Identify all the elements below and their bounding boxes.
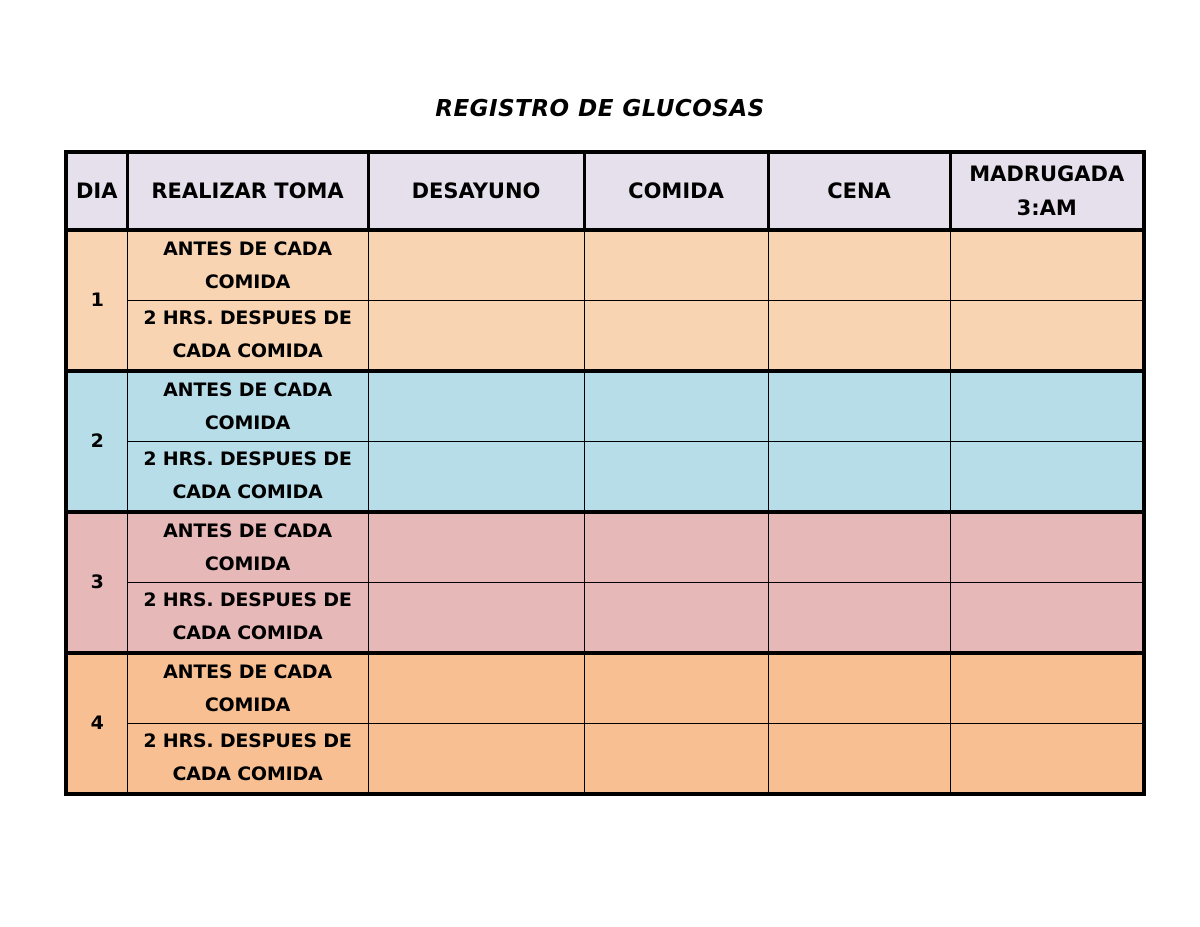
toma-before-label: ANTES DE CADA COMIDA [127, 512, 368, 583]
cena-after-cell[interactable] [768, 442, 950, 513]
desayuno-after-cell[interactable] [368, 301, 584, 372]
desayuno-before-cell[interactable] [368, 512, 584, 583]
madrugada-before-cell[interactable] [950, 653, 1144, 724]
comida-after-cell[interactable] [584, 442, 768, 513]
madrugada-before-cell[interactable] [950, 512, 1144, 583]
desayuno-before-cell[interactable] [368, 230, 584, 301]
toma-after-label: 2 HRS. DESPUES DE CADA COMIDA [127, 724, 368, 795]
day-number-cell: 2 [66, 371, 127, 512]
madrugada-after-cell[interactable] [950, 583, 1144, 654]
day-number-cell: 4 [66, 653, 127, 794]
comida-after-cell[interactable] [584, 301, 768, 372]
cena-before-cell[interactable] [768, 230, 950, 301]
glucose-log-table [64, 150, 1146, 796]
madrugada-after-cell[interactable] [950, 724, 1144, 795]
comida-before-cell[interactable] [584, 230, 768, 301]
column-header-dia: DIA [66, 152, 127, 230]
day-number-cell: 3 [66, 512, 127, 653]
comida-after-cell[interactable] [584, 724, 768, 795]
toma-before-label: ANTES DE CADA COMIDA [127, 371, 368, 442]
toma-after-label: 2 HRS. DESPUES DE CADA COMIDA [127, 442, 368, 513]
table-row [66, 442, 1144, 513]
cena-after-cell[interactable] [768, 583, 950, 654]
table-row [66, 512, 1144, 583]
madrugada-after-cell[interactable] [950, 301, 1144, 372]
cena-before-cell[interactable] [768, 512, 950, 583]
table-row [66, 371, 1144, 442]
table-row [66, 653, 1144, 724]
cena-before-cell[interactable] [768, 371, 950, 442]
column-header-comida: COMIDA [584, 152, 768, 230]
table-row [66, 301, 1144, 372]
column-header-cena: CENA [768, 152, 950, 230]
column-header-realizar-toma: REALIZAR TOMA [127, 152, 368, 230]
desayuno-after-cell[interactable] [368, 583, 584, 654]
desayuno-before-cell[interactable] [368, 653, 584, 724]
desayuno-after-cell[interactable] [368, 724, 584, 795]
desayuno-before-cell[interactable] [368, 371, 584, 442]
toma-after-label: 2 HRS. DESPUES DE CADA COMIDA [127, 301, 368, 372]
desayuno-after-cell[interactable] [368, 442, 584, 513]
cena-after-cell[interactable] [768, 301, 950, 372]
toma-after-label: 2 HRS. DESPUES DE CADA COMIDA [127, 583, 368, 654]
table-row [66, 724, 1144, 795]
page-title: REGISTRO DE GLUCOSAS [435, 96, 765, 122]
toma-before-label: ANTES DE CADA COMIDA [127, 653, 368, 724]
comida-before-cell[interactable] [584, 653, 768, 724]
madrugada-before-cell[interactable] [950, 371, 1144, 442]
column-header-madrugada: MADRUGADA 3:AM [950, 152, 1144, 230]
column-header-desayuno: DESAYUNO [368, 152, 584, 230]
table-row [66, 583, 1144, 654]
madrugada-before-cell[interactable] [950, 230, 1144, 301]
toma-before-label: ANTES DE CADA COMIDA [127, 230, 368, 301]
table-row [66, 230, 1144, 301]
day-number-cell: 1 [66, 230, 127, 371]
table-header-row [66, 152, 1144, 230]
comida-after-cell[interactable] [584, 583, 768, 654]
cena-after-cell[interactable] [768, 724, 950, 795]
comida-before-cell[interactable] [584, 371, 768, 442]
madrugada-after-cell[interactable] [950, 442, 1144, 513]
comida-before-cell[interactable] [584, 512, 768, 583]
cena-before-cell[interactable] [768, 653, 950, 724]
